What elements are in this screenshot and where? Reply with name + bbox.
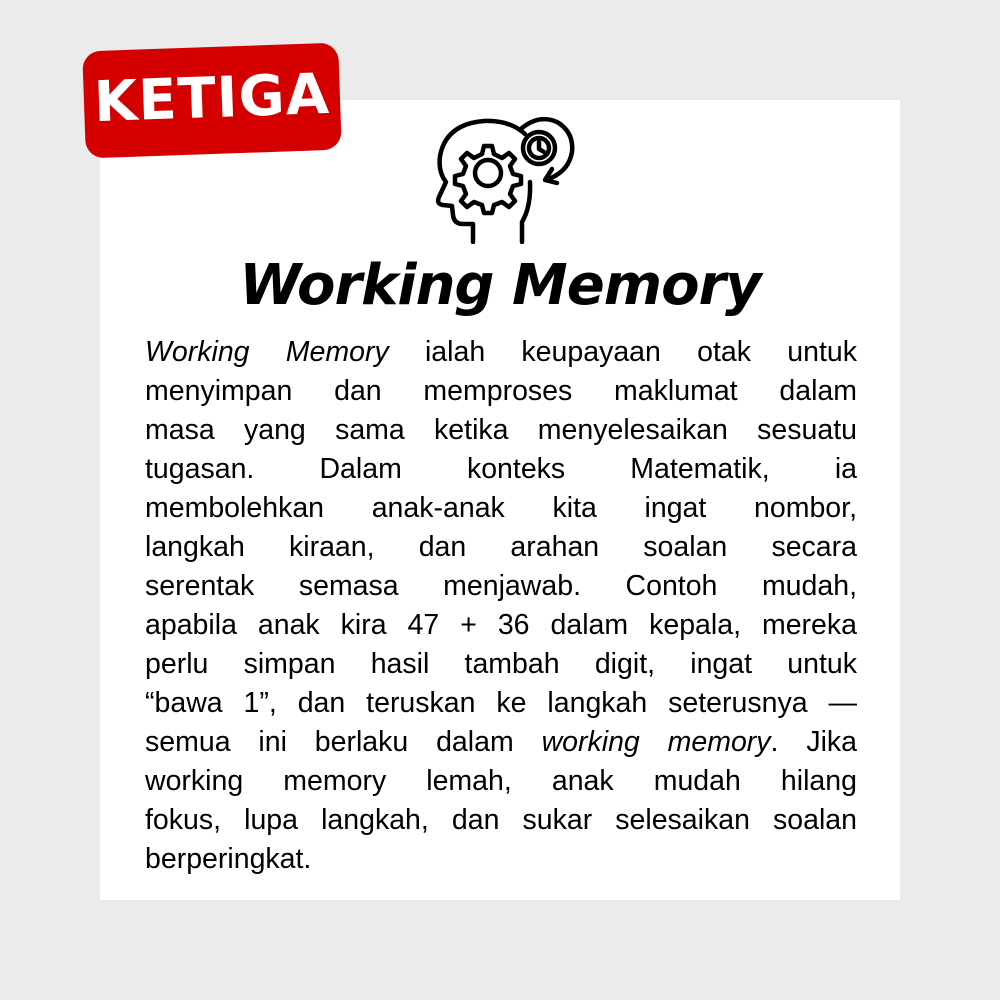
badge-label: KETIGA: [92, 61, 331, 136]
text-line: menyimpan dan memproses maklumat dalam: [145, 375, 857, 407]
text-line: masa yang sama ketika menyelesaikan sesuatu: [145, 414, 857, 446]
text-line: berperingkat.: [145, 843, 312, 875]
line-text: ialah keupayaan otak untuk: [388, 336, 857, 368]
text-line: “bawa 1”, dan teruskan ke langkah seterusnya —: [145, 687, 857, 719]
text-line: serentak semasa menjawab. Contoh mudah,: [145, 570, 857, 602]
line-text: semua ini berlaku dalam: [145, 726, 542, 758]
text-line: apabila anak kira 47 + 36 dalam kepala, mereka: [145, 609, 857, 641]
text-line: perlu simpan hasil tambah digit, ingat untuk: [145, 648, 857, 680]
text-line: [145, 333, 857, 372]
line-text: . Jika: [770, 726, 857, 758]
text-line: tugasan. Dalam konteks Matematik, ia: [145, 453, 857, 485]
text-line: [145, 723, 857, 762]
body-paragraph: [145, 333, 857, 879]
term-working-memory-inline: working memory: [541, 726, 771, 758]
text-line: membolehkan anak-anak kita ingat nombor,: [145, 492, 857, 524]
page-title: Working Memory: [239, 253, 761, 318]
head-gear-clock-icon: [418, 112, 580, 244]
text-line: working memory lemah, anak mudah hilang: [145, 765, 857, 797]
text-line: langkah kiraan, dan arahan soalan secara: [145, 531, 857, 563]
text-line: fokus, lupa langkah, dan sukar selesaikan soalan: [145, 804, 857, 836]
section-badge: [82, 43, 342, 159]
term-working-memory: Working Memory: [145, 336, 389, 368]
